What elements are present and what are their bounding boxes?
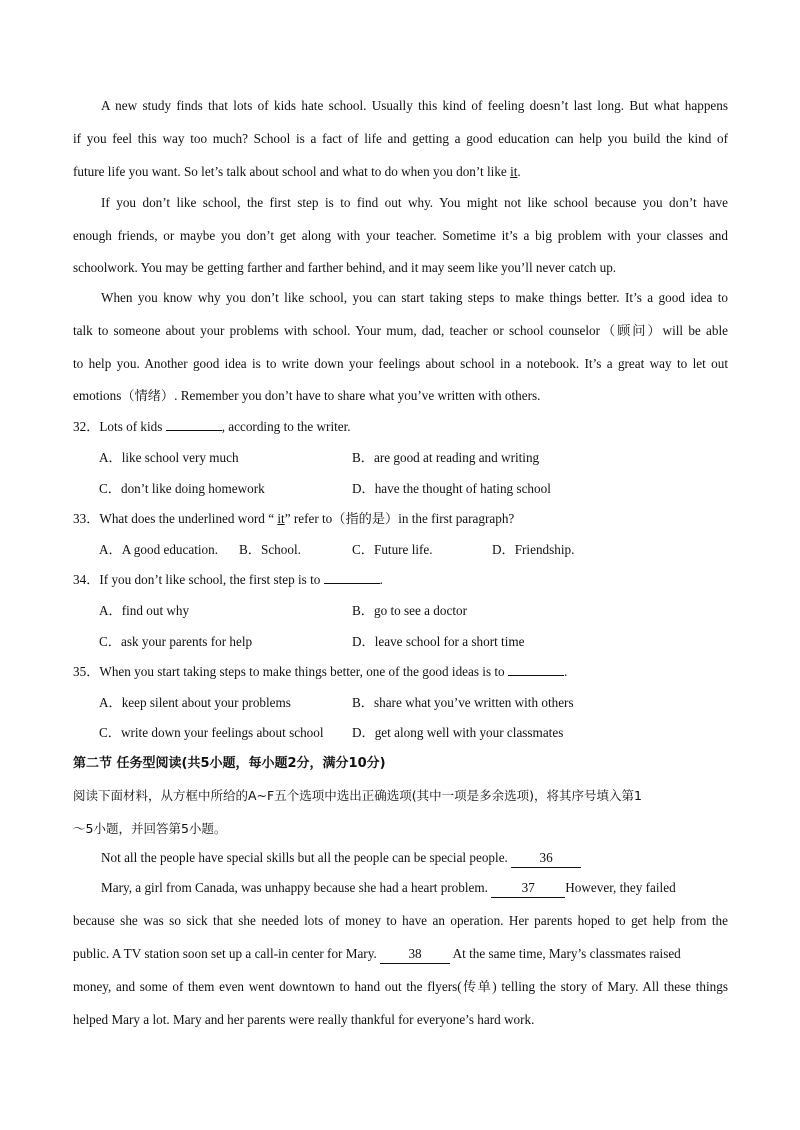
answer-blank — [166, 418, 222, 431]
underlined-word-it: it — [510, 164, 518, 179]
q32-option-a: A．like school very much — [99, 450, 239, 465]
question-33-text-end: ” refer to（指的是）in the first paragraph? — [284, 511, 515, 526]
q32-option-c: C．don’t like doing homework — [99, 481, 265, 496]
q33-option-d: D．Friendship. — [492, 542, 575, 557]
q34-option-a: A．find out why — [99, 603, 190, 618]
passage-p1-line2: if you feel this way too much? School is a fact of life and getting a good education can help you build the kind of — [73, 131, 728, 146]
question-32-text: 32．Lots of kids — [73, 419, 166, 434]
answer-blank-37: 37 — [491, 879, 565, 898]
passage-p3-line2: talk to someone about your problems with school. Your mum, dad, teacher or school counselor（顾问）will be able — [73, 323, 728, 338]
passage-p1-text: future life you want. So let’s talk about school and what to do when you don’t like — [73, 164, 511, 179]
answer-blank-38: 38 — [380, 945, 450, 964]
section-instructions-line1: 阅读下面材料，从方框中所给的A~F五个选项中选出正确选项(其中一项是多余选项)，将其序号填入第1 — [73, 788, 642, 803]
section2-line6: helped Mary a lot. Mary and her parents were really thankful for everyone’s hard work. — [73, 1012, 535, 1027]
question-35-text-end: . — [563, 664, 568, 679]
section2-line1 — [101, 849, 728, 868]
question-34-stem — [73, 571, 728, 589]
q34-option-d: D．leave school for a short time — [352, 634, 525, 649]
section2-line2 — [101, 879, 728, 898]
section2-text: Not all the people have special skills but all the people can be special people. — [101, 850, 512, 865]
q35-option-b: B．share what you’ve written with others — [352, 695, 574, 710]
passage-p3-line3: to help you. Another good idea is to write down your feelings about school in a notebook. It’s a great way to let out — [73, 356, 728, 371]
q34-option-b: B．go to see a doctor — [352, 603, 467, 618]
q32-option-b: B．are good at reading and writing — [352, 450, 540, 465]
question-32-stem — [73, 418, 728, 436]
q32-option-d: D．have the thought of hating school — [352, 481, 551, 496]
question-35-stem — [73, 663, 728, 681]
section2-text: At the same time, Mary’s classmates raised — [450, 946, 681, 961]
section2-text: However, they failed — [565, 880, 676, 895]
question-32-text-end: , according to the writer. — [221, 419, 351, 434]
passage-p1-line1: A new study finds that lots of kids hate school. Usually this kind of feeling doesn’t last long. But what happens — [101, 98, 728, 113]
passage-p1-end: . — [517, 164, 521, 179]
section2-line4 — [73, 945, 728, 964]
q34-option-c: C．ask your parents for help — [99, 634, 253, 649]
passage-p2-line3: schoolwork. You may be getting farther and farther behind, and it may seem like you’ll never catch up. — [73, 260, 617, 275]
passage-p3-line1: When you know why you don’t like school, you can start taking steps to make things better. It’s a good idea to — [101, 290, 728, 305]
q35-option-d: D．get along well with your classmates — [352, 725, 564, 740]
question-33-text: 33．What does the underlined word “ — [73, 511, 278, 526]
underlined-word: it — [277, 511, 285, 526]
passage-p2-line2: enough friends, or maybe you don’t get along with your teacher. Sometime it’s a big problem with your classes and — [73, 228, 728, 243]
section2-text: public. A TV station soon set up a call-in center for Mary. — [73, 946, 381, 961]
question-35-text: 35．When you start taking steps to make things better, one of the good ideas is to — [73, 664, 508, 679]
passage-p3-line4: emotions（情绪）. Remember you don’t have to share what you’ve written with others. — [73, 388, 541, 403]
q35-option-a: A．keep silent about your problems — [99, 695, 291, 710]
q33-option-b: B．School. — [239, 542, 301, 557]
answer-blank — [324, 571, 380, 584]
section2-line5: money, and some of them even went downtown to hand out the flyers(传单) telling the story of Mary. All these things — [73, 979, 728, 994]
question-34-text-end: . — [379, 572, 383, 587]
section2-line3: because she was so sick that she needed lots of money to have an operation. Her parents hoped to get help from the — [73, 913, 728, 928]
section2-text: Mary, a girl from Canada, was unhappy because she had a heart problem. — [101, 880, 492, 895]
q35-option-c: C．write down your feelings about school — [99, 725, 324, 740]
passage-p2-line1: If you don’t like school, the first step is to find out why. You might not like school because you don’t have — [101, 195, 728, 210]
section-heading: 第二节 任务型阅读(共5小题，每小题2分，满分10分) — [73, 756, 386, 771]
answer-blank — [508, 663, 564, 676]
q33-option-c: C．Future life. — [352, 542, 433, 557]
question-33-stem — [73, 510, 728, 528]
question-34-text: 34．If you don’t like school, the first step is to — [73, 572, 324, 587]
section-instructions-line2: ～5小题，并回答第5小题。 — [73, 821, 227, 836]
answer-blank-36: 36 — [511, 849, 581, 868]
q33-option-a: A．A good education. — [99, 542, 219, 557]
passage-p1-line3 — [73, 163, 728, 181]
